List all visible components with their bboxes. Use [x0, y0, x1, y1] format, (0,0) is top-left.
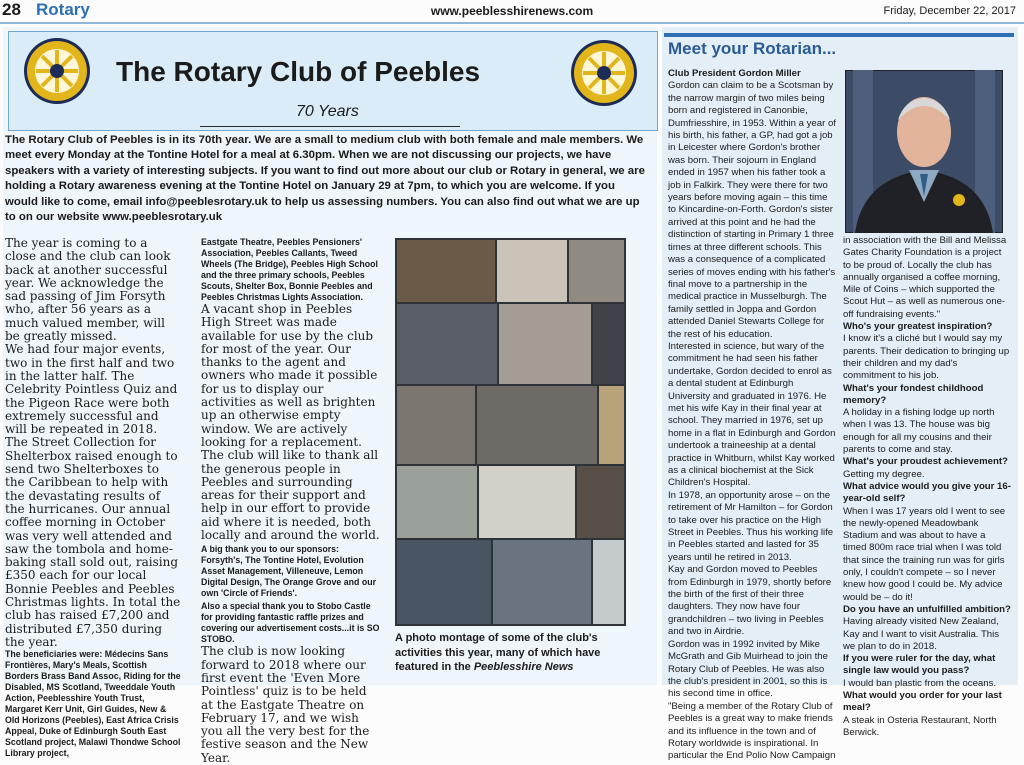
montage-photo — [397, 386, 475, 464]
sponsors-thanks: A big thank you to our sponsors: Forsyth's, The Tontine Hotel, Evolution Asset Management, Villeneuve, Lemon Digital Design, The Orange Grove and our own 'Circle of Friends'. — [201, 544, 376, 599]
bio-paragraph: In 1978, an opportunity arose – on the retirement of Mr Hamilton – for Gordon to take over his practice on the High Street in Peebles. Thus his working life in Peebles started and lasted for 35 years until he retired in 2013. — [668, 489, 834, 563]
bio-paragraph: Gordon was in 1992 invited by Mike McGrath and Gib Muirhead to join the Rotary Club of Peebles. He was also the club's president in 2001, so this is his second time in office. — [668, 638, 828, 700]
montage-photo — [477, 386, 597, 464]
header-rule — [0, 22, 1024, 24]
bio-paragraph: "Being a member of the Rotary Club of Peebles is a great way to make friends and its influence in the town and of Rotary worldwide is inspirational. In particular the End Polio Now Campaign — [668, 700, 836, 762]
beneficiaries-list: The beneficiaries were: Médecins Sans Frontières, Mary's Meals, Scottish Borders Brass Band Assoc, Riding for the Disabled, MS Scotland, Tweeddale Youth Action, Peeblesshire Youth Trust, Margaret Kerr Unit, Girl Guides, New & Old Horizons (Peebles), East Africa Crisis Appeal, Duke of Edinburgh South East Scotland project, Malawi Thondwe School Library project, — [5, 649, 181, 759]
rotary-logo-left — [22, 36, 92, 106]
montage-photo — [499, 304, 591, 384]
montage-photo — [397, 466, 477, 538]
answer: Getting my degree. — [843, 468, 925, 480]
body-paragraph: The year is coming to a close and the club can look back at another successful year. We acknowledge the sad passing of Jim Forsyth who, after 56 years as a much valued member, will be greatly missed. — [5, 236, 171, 344]
montage-photo — [479, 466, 575, 538]
answer: A steak in Osteria Restaurant, North Berwick. — [843, 714, 997, 738]
question: If you were ruler for the day, what single law would you pass? — [843, 653, 996, 677]
bio-paragraph: in association with the Bill and Melissa Gates Charity Foundation is a project to be proud of. Locally the club has annually organised a coffee morning, Mile of Coins – which supported the Scout Hut – as well as numerous one-off fundraising events." — [843, 235, 1007, 320]
issue-date: Friday, December 22, 2017 — [883, 5, 1016, 17]
montage-photo — [493, 540, 591, 624]
bio-paragraph: Gordon can claim to be a Scotsman by the narrow margin of two miles being born and registered in Canonbie, Dumfriesshire, in 1953. Within a year of his birth, his father, a GP, had got a job in Leicester where Gordon's brother was born. Their sojourn in England ended in 1957 when his father took a job in Falkirk. They were there for two years before moving again – this time to Kincardine-on-Forth. Gordon's sister arrived at this point and he had the distinction of starting in Primary 1 three times at three different schools. This was a consequence of a complicated series of moves ending with his father's final move to a partnership in the medical practice in Musselburgh. The family settled in Joppa and Gordon attended Daniel Stewarts College for the rest of his education. — [668, 80, 836, 340]
rotary-logo-right — [569, 38, 639, 108]
montage-photo — [577, 466, 624, 538]
question: What would you order for your last meal? — [843, 689, 1002, 714]
montage-photo — [569, 240, 624, 302]
meet-heading-rule — [664, 33, 1014, 37]
question: What's your proudest achievement? — [843, 456, 1008, 468]
article-column-2 — [201, 237, 382, 765]
subtitle-underline — [200, 126, 460, 127]
montage-photo — [397, 540, 491, 624]
answer: I know it's a cliché but I would say my parents. Their dedication to bringing up their children and my dad's commitment to his job. — [843, 333, 1010, 382]
stobo-thanks: Also a special thank you to Stobo Castle for providing fantastic raffle prizes and covering our advertisement costs...it is SO STOBO. — [201, 601, 380, 645]
montage-photo — [599, 386, 624, 464]
montage-photo — [593, 304, 624, 384]
section-name: Rotary — [36, 0, 90, 19]
rotarian-portrait — [845, 70, 1003, 233]
body-paragraph: A vacant shop in Peebles High Street was made available for use by the club for most of the year. Our thanks to the agent and owners who made it possible for us to display our activities as well as brighten up an otherwise empty window. We are actively looking for a replacement. — [201, 302, 378, 449]
photo-montage — [395, 238, 626, 626]
meet-heading: Meet your Rotarian... — [668, 39, 837, 58]
montage-photo — [593, 540, 624, 624]
question: Who's your greatest inspiration? — [843, 321, 993, 333]
question: What advice would you give your 16-year-old self? — [843, 480, 1011, 505]
beneficiaries-continued: Eastgate Theatre, Peebles Pensioners' Association, Peebles Callants, Tweed Wheels (The Bridge), Peebles High School and the three primary schools, Peebles Scouts, Shelter Box, Bonnie Peebles and Peebles Christmas Lights Association. — [201, 237, 378, 302]
answer: I would ban plastic from the oceans. — [843, 677, 997, 689]
montage-photo — [497, 240, 567, 302]
caption-text: A photo montage of some of the club's activities this year, many of which have featured in the — [395, 632, 601, 673]
bio-paragraph: Kay and Gordon moved to Peebles from Edinburgh in 1979, shortly before the birth of the first of their three daughters. They now have four grandchildren – two living in Peebles and two in Airdrie. — [668, 564, 832, 638]
body-paragraph: We had four major events, two in the first half and two in the latter half. The Celebrity Pointless Quiz and the Pigeon Race were both extremely successful and will be repeated in 2018. — [5, 342, 178, 437]
montage-photo — [397, 304, 497, 384]
body-paragraph: The Street Collection for Shelterbox raised enough to send two Shelterboxes to the Caribbean to help with the devastating results of the hurricanes. Our annual coffee morning in October was very well attended and saw the tombola and home-baking stall sold out, raising £350 each for our local Bonnie Peebles and Peebles Christmas lights. In total the club has raised £7,200 and distributed £7,350 during the year. — [5, 435, 181, 649]
bio-paragraph: Interested in science, but wary of the commitment he had seen his father undertake, Gordon decided to enrol as a dental student at Edinburgh University and graduated in 1976. He met his wife Kay in their final year at school. They married in 1976, set up home in a flat in Edinburgh and Gordon undertook a traineeship at a dental practice in Whitburn, whilst Kay worked as a clinical biochemist at the Sick Children's Hospital. — [668, 340, 836, 489]
answer: Having already visited New Zealand, Kay and I want to visit Australia. This we plan to do in 2018. — [843, 616, 1000, 652]
article-intro: The Rotary Club of Peebles is in its 70th year. We are a small to medium club with both female and male members. We meet every Monday at the Tontine Hotel for a meal at 6.30pm. When we are not discussing our projects, we have speakers with a variety of interesting subjects. If you want to find out more about our club or Rotary in general, we are holding a Rotary awareness evening at the Tontine Hotel on January 29 at 7pm, to which you are welcome. If you would like to come, email info@peeblesrotary.uk to help us assessing numbers. You can also find out what we are up to on our website www.peeblesrotary.uk — [5, 134, 645, 224]
montage-photo — [397, 240, 495, 302]
answer: A holiday in a fishing lodge up north when I was 13. The house was big enough for all my cousins and their parents to come and stay. — [843, 407, 995, 456]
article-column-1 — [5, 237, 182, 759]
answer: When I was 17 years old I went to see the newly-opened Meadowbank Stadium and was about to have a timed 800m race trial when I was told that since the training run was for girls only, I couldn't compete – so I never knew how good I could be. My advice would be – do it! — [843, 505, 1006, 603]
meet-column-1 — [668, 68, 836, 763]
question: Do you have an unfulfilled ambition? — [843, 603, 1011, 615]
page-number: 28 — [2, 0, 21, 19]
body-paragraph: The club is now looking forward to 2018 where our first event the 'Even More Pointless' quiz is to be held at the Eastgate Theatre on February 17, and we wish you all the very best for the festive season and the New Year. — [201, 644, 370, 765]
article-title: The Rotary Club of Peebles — [116, 56, 481, 87]
rotarian-name: Club President Gordon Miller — [668, 68, 801, 79]
article-subtitle: 70 Years — [296, 103, 359, 120]
body-paragraph: The club will like to thank all the generous people in Peebles and surrounding areas for their support and help in our effort to provide aid where it is needed, both locally and around the world. — [201, 448, 380, 543]
meet-column-2 — [843, 235, 1011, 739]
photo-caption — [395, 631, 635, 675]
newspaper-url: www.peeblesshirenews.com — [430, 4, 594, 18]
caption-newspaper: Peeblesshire News — [473, 661, 574, 673]
question: What's your fondest childhood memory? — [843, 382, 984, 406]
